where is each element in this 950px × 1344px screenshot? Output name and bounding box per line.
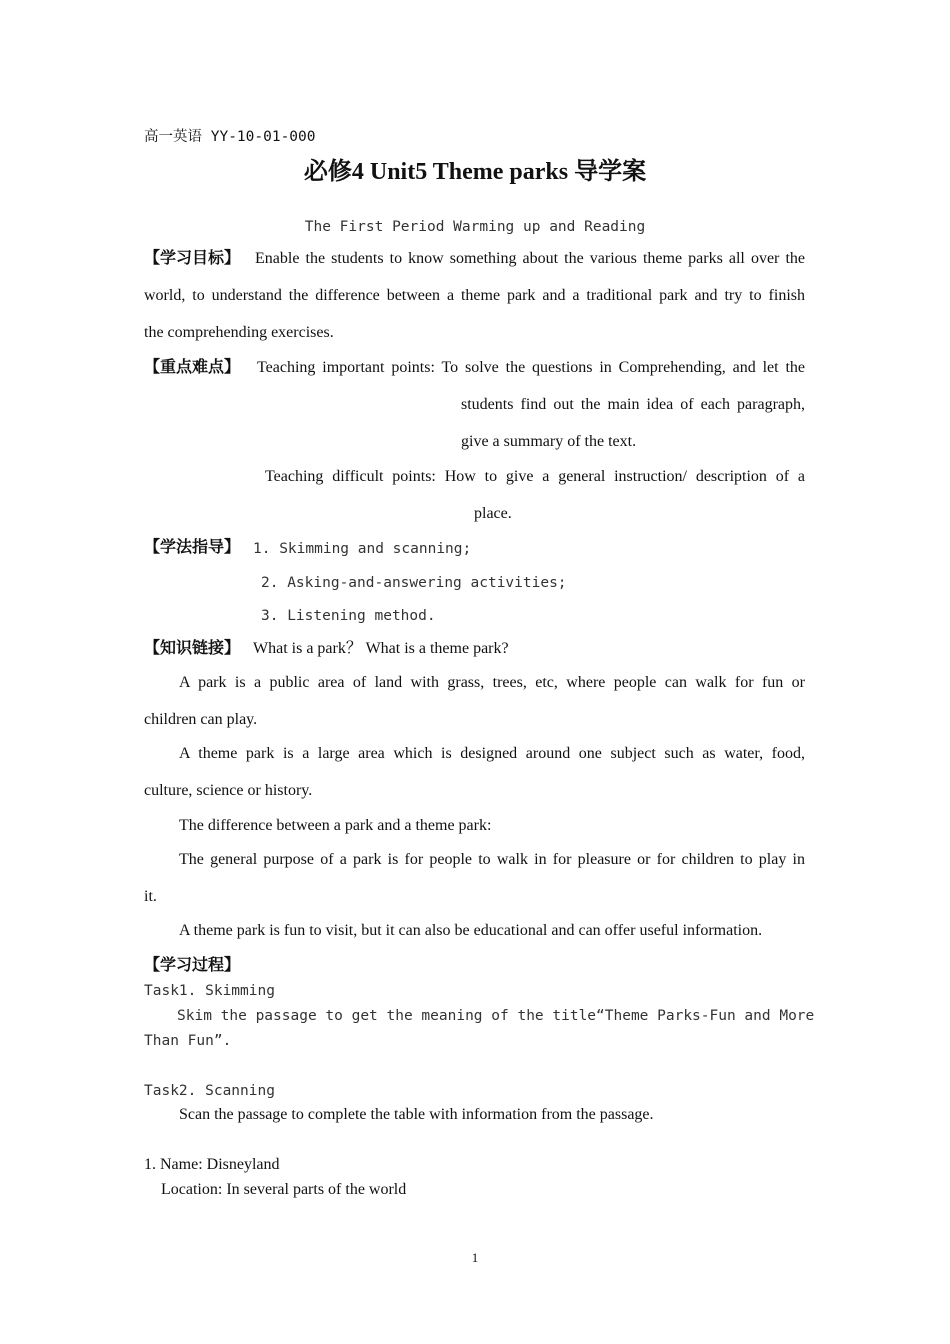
page-title: 必修4 Unit5 Theme parks 导学案 xyxy=(303,159,647,185)
task2-title: Task2. Scanning xyxy=(144,1083,275,1099)
method-item: 1. Skimming and scanning; xyxy=(253,541,472,557)
knowledge-line: A theme park is fun to visit, but it can also be educational and can offer useful information. xyxy=(179,922,763,939)
method-item: 2. Asking-and-answering activities; xyxy=(261,575,567,591)
method-item: 3. Listening method. xyxy=(261,608,436,624)
knowledge-line: culture, science or history. xyxy=(144,782,313,799)
important-points-line: Teaching important points: To solve the questions in Comprehending, and let the xyxy=(257,359,805,376)
difficult-points-line: Teaching difficult points: How to give a general instruction/ description of a xyxy=(265,468,805,485)
goals-label: 【学习目标】 xyxy=(144,250,241,267)
period-subtitle: The First Period Warming up and Reading xyxy=(304,219,646,235)
important-points-line: students find out the main idea of each paragraph, xyxy=(461,396,805,413)
knowledge-line: it. xyxy=(144,888,157,905)
knowledge-line: A theme park is a large area which is designed around one subject such as water, food, xyxy=(179,745,805,762)
goals-line: the comprehending exercises. xyxy=(144,324,334,341)
knowledge-line: children can play. xyxy=(144,711,258,728)
goals-line: Enable the students to know something about the various theme parks all over the xyxy=(255,250,805,267)
methods-label: 【学法指导】 xyxy=(144,539,241,556)
item1-name: 1. Name: Disneyland xyxy=(144,1156,280,1173)
task1-title: Task1. Skimming xyxy=(144,983,275,999)
task2-line: Scan the passage to complete the table with information from the passage. xyxy=(179,1106,654,1123)
task1-line: Skim the passage to get the meaning of the title“Theme Parks-Fun and More xyxy=(177,1008,815,1024)
task1-line: Than Fun”. xyxy=(144,1033,232,1049)
knowledge-line: A park is a public area of land with grass, trees, etc, where people can walk for fun or xyxy=(179,674,805,691)
process-label: 【学习过程】 xyxy=(144,957,241,974)
difficult-points-line: place. xyxy=(474,505,512,522)
important-points-line: give a summary of the text. xyxy=(461,433,637,450)
knowledge-line: The difference between a park and a theme park: xyxy=(179,817,492,834)
header-code: 高一英语 YY-10-01-000 xyxy=(144,129,316,145)
knowledge-label: 【知识链接】 xyxy=(144,640,241,657)
goals-line: world, to understand the difference between a theme park and a traditional park and try to finish xyxy=(144,287,805,304)
key-points-label: 【重点难点】 xyxy=(144,359,241,376)
item1-location: Location: In several parts of the world xyxy=(161,1181,407,1198)
page-number: 1 xyxy=(471,1250,479,1265)
knowledge-question: What is a park？ What is a theme park? xyxy=(253,640,509,657)
knowledge-line: The general purpose of a park is for people to walk in for pleasure or for children to play in xyxy=(179,851,805,868)
